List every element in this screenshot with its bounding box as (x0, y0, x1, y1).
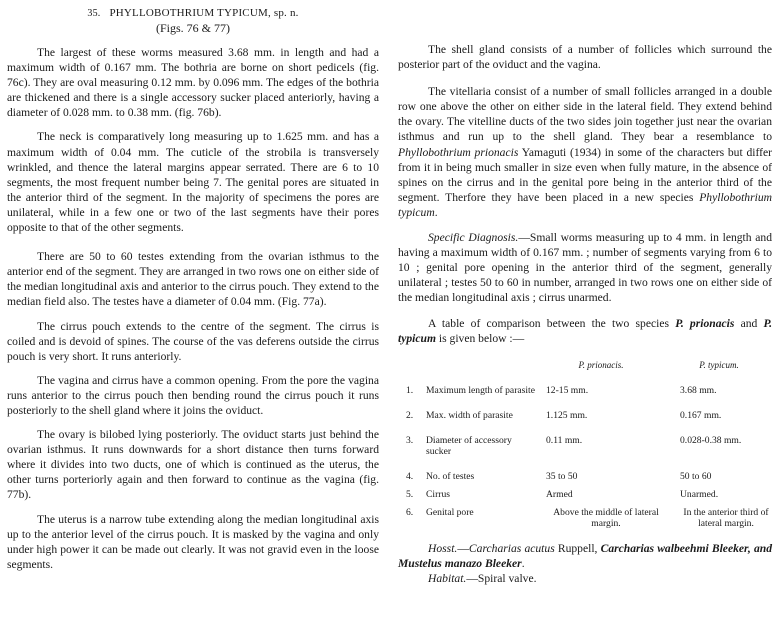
table-row: 5. Cirrus Armed Unarmed. (406, 488, 719, 500)
paragraph-neck: The neck is comparatively long measuring up to 1.625 mm. and has a maximum width of 0.04 mm. The cuticle of the strobila is transversely wrinkled, and thence the lateral margins appear serrated. There are 6 to 10 segments, the most frequent number being 7. The genital pores are situated in the anterior third of the segment. In the majority of specimens the pores are unilateral, while in a few one or two of the last segments have their pores opposite to that of the other segments. (7, 130, 379, 235)
paragraph-hosts: Hosst.—Carcharias acutus Ruppell, Carcharias walbeehmi Bleeker, and Mustelus manazo Bleeker. (398, 541, 772, 570)
paragraph-uterus: The uterus is a narrow tube extending along the median longitudinal axis up to the anterior level of the cirrus pouch. It is masked by the vagina and only under high power it can be made out clearly. It was not gravid even in the loose segments. (7, 512, 379, 571)
left-column (7, 0, 379, 572)
species-name: Phyllobothrium prionacis (398, 145, 519, 159)
paragraph-habitat: Habitat.—Spiral valve. (428, 571, 537, 585)
section-number: 35. (87, 8, 101, 19)
table-row: 2. Max. width of parasite 1.125 mm. 0.167 mm. (406, 409, 722, 421)
hosts-label: Hosst. (428, 541, 458, 555)
paragraph-vitellaria: The vitellaria consist of a number of small follicles arranged in a double row one above the other on either side in the lateral field. They extend behind the ovary. The vitelline ducts of the two sides join together just near the ovarian isthmus and run up to the shell gland. They bear a resemblance to Phyllobothrium prionacis Yamaguti (1934) in some of the characters but differ from it in being much smaller in size even when fully mature, in the absence of spines on the cirrus and in the genital pore being in the anterior third of the segment. Therfore they have been placed in a new species Phyllobothrium typicum. (398, 85, 772, 219)
paragraph-ovary: The ovary is bilobed lying posteriorly. The oviduct starts just behind the ovarian isthmus. It runs downwards for a short distance then turns forward where it divides into two ducts, one of which is continued as the uterus, the other turns porteriorly again and then forward to continue as the vagina (fig. 77b). (7, 428, 379, 502)
paragraph-shell-gland: The shell gland consists of a number of follicles which surround the posterior part of the oviduct and the vagina. (398, 43, 772, 72)
species-heading (7, 6, 379, 21)
right-column (398, 42, 772, 586)
habitat-label: Habitat. (428, 571, 467, 585)
paragraph-dimensions: The largest of these worms measured 3.68 mm. in length and had a maximum width of 0.167 mm. The bothria are borne on short pedicels (fig. 76c). They are oval measuring 0.12 mm. by 0.096 mm. The edges of the bothria are thickened and there is a single accessory sucker placed anteriorly, having a diameter of 0.028 mm. to 0.38 mm. (fig. 76b). (7, 46, 379, 120)
table-row: 6. Genital pore Above the middle of lateral margin. In the anterior third of lateral margin. (406, 506, 769, 529)
paragraph-testes: There are 50 to 60 testes extending from the ovarian isthmus to the anterior end of the segment. They are arranged in two rows one on either side of the median longitudinal axis and anterior to the cirrus pouch. They extend to the median field also. The testes have a diameter of 0.04 mm. (Fig. 77a). (7, 250, 379, 309)
table-header-row (398, 360, 772, 385)
species-title: PHYLLOBOTHRIUM TYPICUM, sp. n. (109, 7, 299, 19)
table-row: 4. No. of testes 35 to 50 50 to 60 (406, 470, 712, 482)
paragraph-cirrus-pouch: The cirrus pouch extends to the centre of the segment. The cirrus is coiled and is devoid of spines. The course of the vas deferens outside the cirrus pouch is very short. It runs anteriorly. (7, 319, 379, 363)
species-name: Phyllobothrium typicum (398, 190, 772, 219)
paragraph-vagina: The vagina and cirrus have a common opening. From the pore the vagina runs anterior to the cirrus pouch then bending round the cirrus pouch it runs posteriorly to the shell gland where it joins the oviduct. (7, 373, 379, 417)
diagnosis-label: Specific Diagnosis. (428, 231, 519, 245)
table-row: 3. Diameter of accessory sucker 0.11 mm. 0.028-0.38 mm. (406, 434, 742, 457)
column-header-typicum: P. typicum. (699, 359, 739, 370)
table-row: 1. Maximum length of parasite 12-15 mm. 3.68 mm. (406, 384, 717, 396)
figure-reference: (Figs. 76 & 77) (155, 21, 230, 35)
paragraph-table-intro: A table of comparison between the two species P. prionacis and P. typicum is given below :— (398, 316, 773, 345)
column-header-prionacis: P. prionacis. (578, 359, 624, 370)
paragraph-specific-diagnosis: Specific Diagnosis.—Small worms measuring up to 4 mm. in length and having a maximum width of 0.167 mm. ; number of segments varying from 6 to 10 ; genital pore opening in the anterior third of the segment, generally unilateral ; testes 50 to 60 in number, arranged in two rows one on either side of the median longitudinal axis ; cirrus unarmed. (398, 231, 772, 305)
comparison-table (398, 360, 772, 529)
